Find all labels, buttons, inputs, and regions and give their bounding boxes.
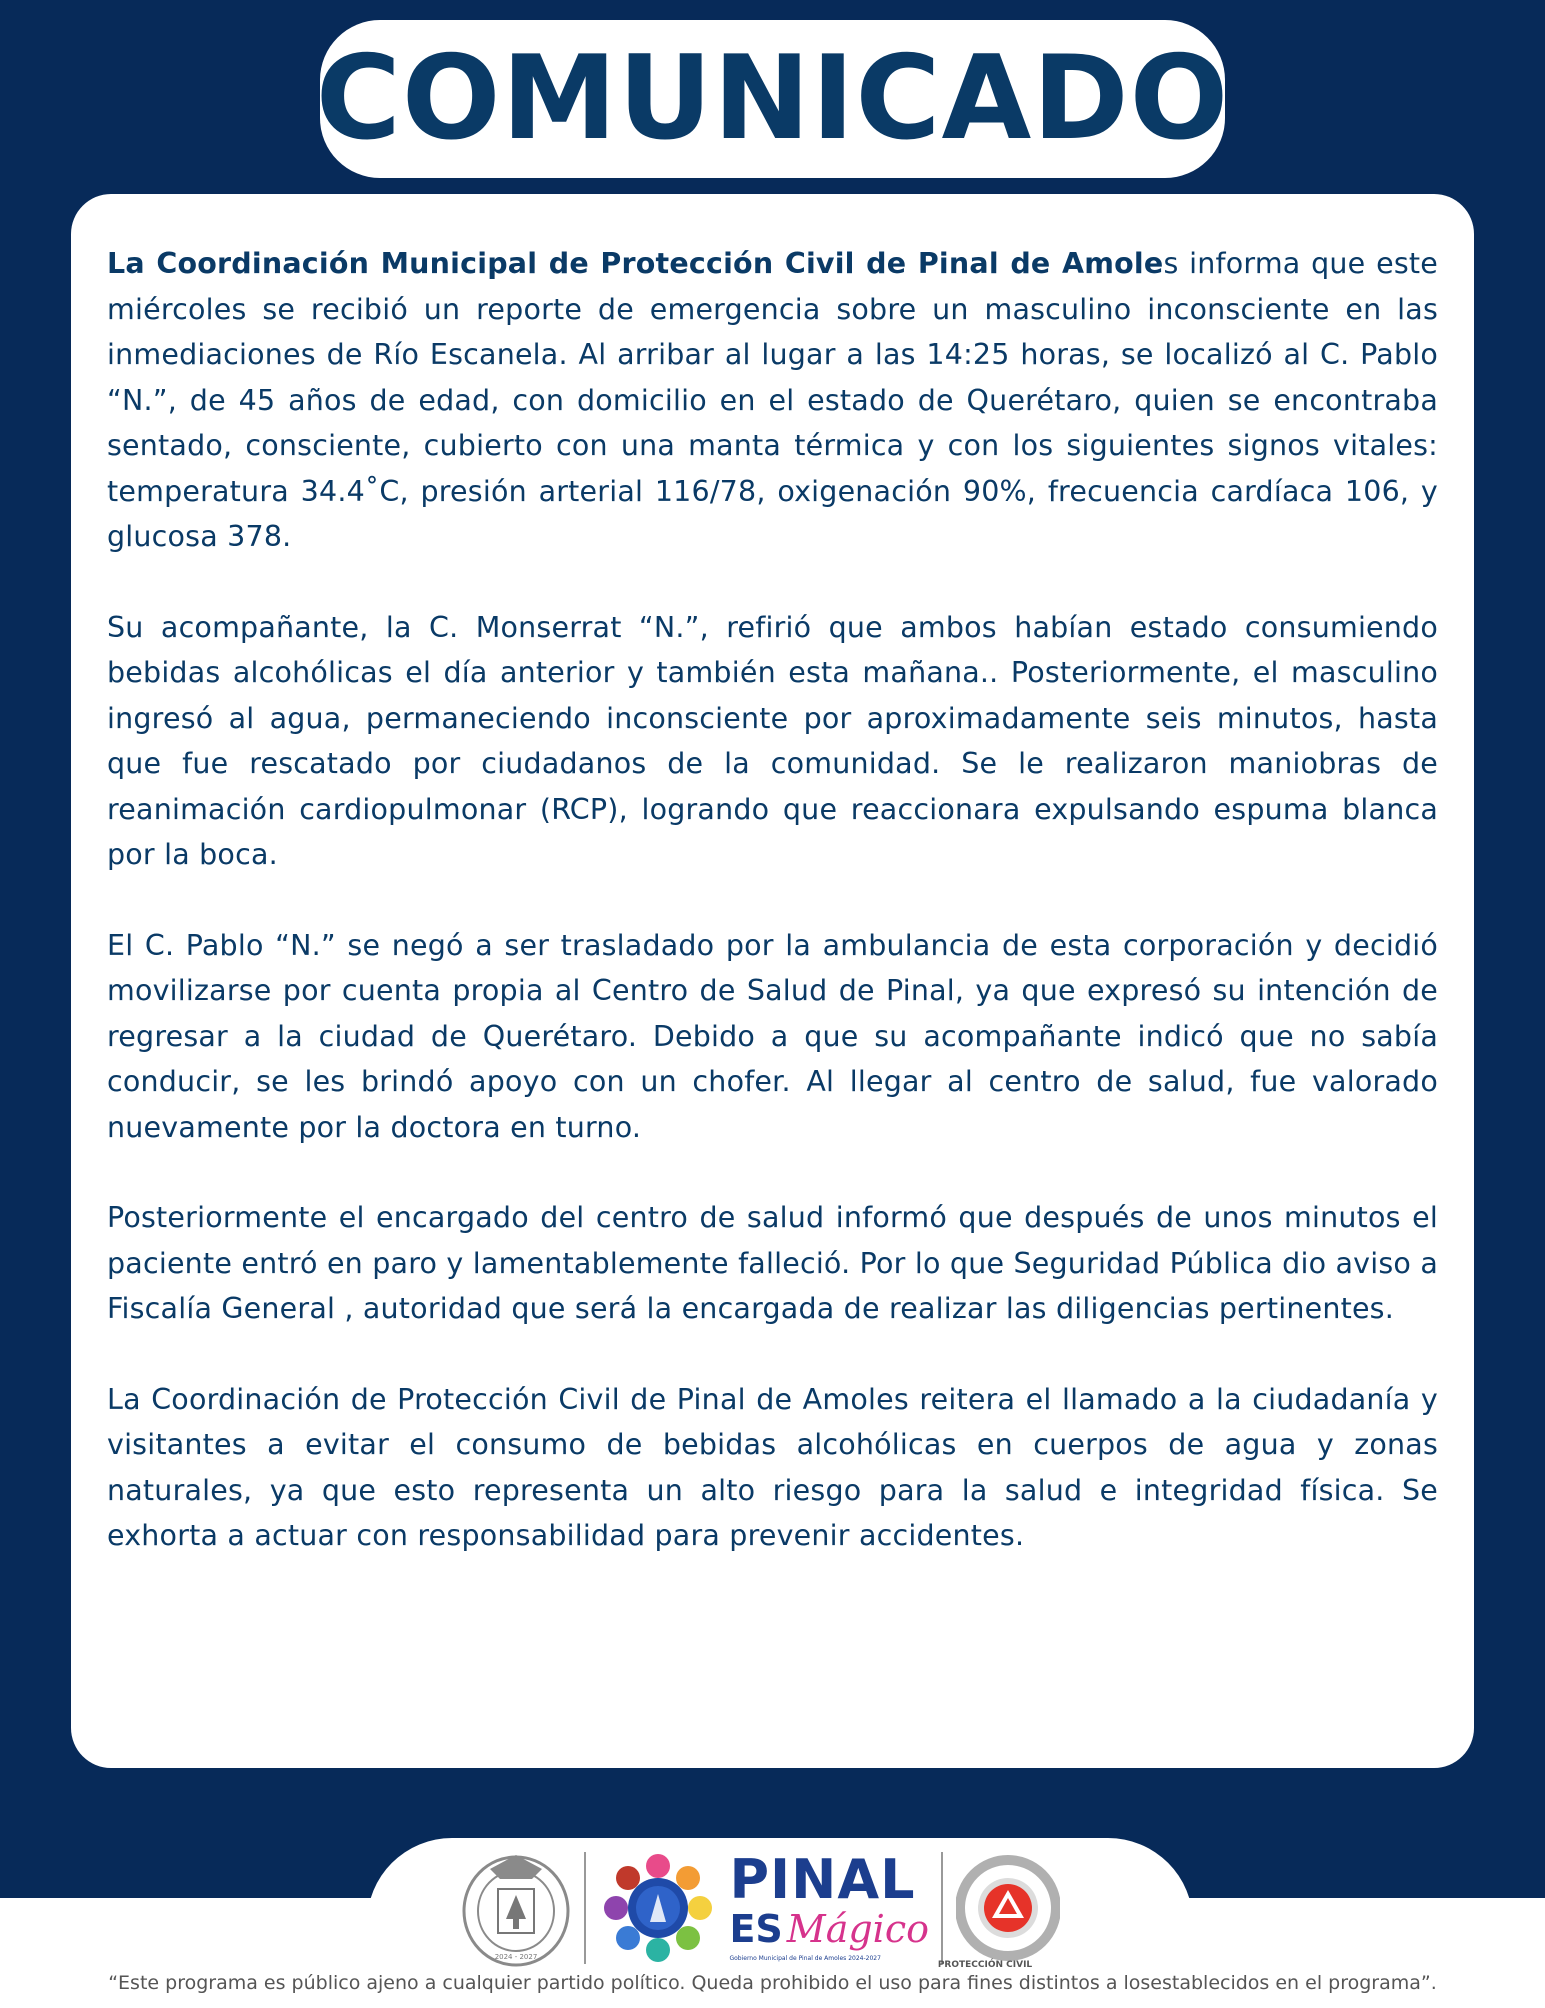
title-banner <box>315 20 1230 178</box>
municipal-seal-icon <box>460 1849 572 1967</box>
pinal-subtitle: Gobierno Municipal de Pinal de Amoles 2024-2027 <box>729 1955 881 1962</box>
paragraph-1-text: s informa que este miércoles se recibió un reporte de emergencia sobre un masculino inconsciente en las inmediaciones de Río Escanela. Al arribar al lugar a las 14:25 horas, se localizó al C. Pablo “N.”, de 45 años de edad, con domicilio en el estado de Querétaro, quien se encontraba sentado, consciente, cubierto con una manta térmica y con los siguientes signos vitales: temperatura 34.4˚C, presión arterial 116/78, oxigenación 90%, frecuencia cardíaca 106, y glucosa 378. <box>107 247 1438 553</box>
magico-word: Mágico <box>786 1907 929 1951</box>
logo-separator <box>941 1852 943 1964</box>
logo-strip <box>460 1845 1060 1970</box>
es-word: ES <box>729 1907 783 1951</box>
legal-disclaimer: “Este programa es público ajeno a cualquier partido político. Queda prohibido el uso para fines distintos a losestablecidos en el programa”. <box>108 1972 1437 1994</box>
seal-years: 2024 - 2027 <box>494 1952 538 1961</box>
paragraph-2: Su acompañante, la C. Monserrat “N.”, refirió que ambos habían estado consumiendo bebidas alcohólicas el día anterior y también esta mañana.. Posteriormente, el masculino ingresó al agua, permaneciendo inconsciente por aproximadamente seis minutos, hasta que fue rescatado por ciudadanos de la comunidad. Se le realizaron maniobras de reanimación cardiopulmonar (RCP), logrando que reaccionara expulsando espuma blanca por la boca. <box>107 610 1438 871</box>
communique-body <box>107 241 1438 1604</box>
paragraph-3: El C. Pablo “N.” se negó a ser trasladado por la ambulancia de esta corporación y decidió movilizarse por cuenta propia al Centro de Salud de Pinal, ya que expresó su intención de regresar a la ciudad de Querétaro. Debido a que su acompañante indicó que no sabía conducir, se les brindó apoyo con un chofer. Al llegar al centro de salud, fue valorado nuevamente por la doctora en turno. <box>107 928 1438 1144</box>
colorful-mandala-icon <box>599 1849 717 1967</box>
logo-separator <box>584 1852 586 1964</box>
es-magico-row <box>729 1907 929 1951</box>
proteccion-civil-label: PROTECCIÓN CIVIL <box>937 1960 1033 1970</box>
pinal-es-magico-logo <box>729 1848 929 1962</box>
paragraph-1-bold-lead: La Coordinación Municipal de Protección Civil de Pinal de Amole <box>107 247 1164 280</box>
paragraph-4: Posteriormente el encargado del centro de salud informó que después de unos minutos el paciente entró en paro y lamentablemente falleció. Por lo que Seguridad Pública dio aviso a Fiscalía General , autoridad que será la encargada de realizar las diligencias pertinentes. <box>107 1201 1438 1325</box>
paragraph-1 <box>107 241 1438 560</box>
paragraph-5: La Coordinación de Protección Civil de Pinal de Amoles reitera el llamado a la ciudadanía y visitantes a evitar el consumo de bebidas alcohólicas en cuerpos de agua y zonas naturales, ya que esto representa un alto riesgo para la salud e integridad física. Se exhorta a actuar con responsabilidad para prevenir accidentes. <box>107 1382 1438 1552</box>
civil-protection-triangle-icon <box>956 1849 1060 1967</box>
page-title: COMUNICADO <box>315 31 1230 166</box>
pinal-word: PINAL <box>729 1848 916 1911</box>
